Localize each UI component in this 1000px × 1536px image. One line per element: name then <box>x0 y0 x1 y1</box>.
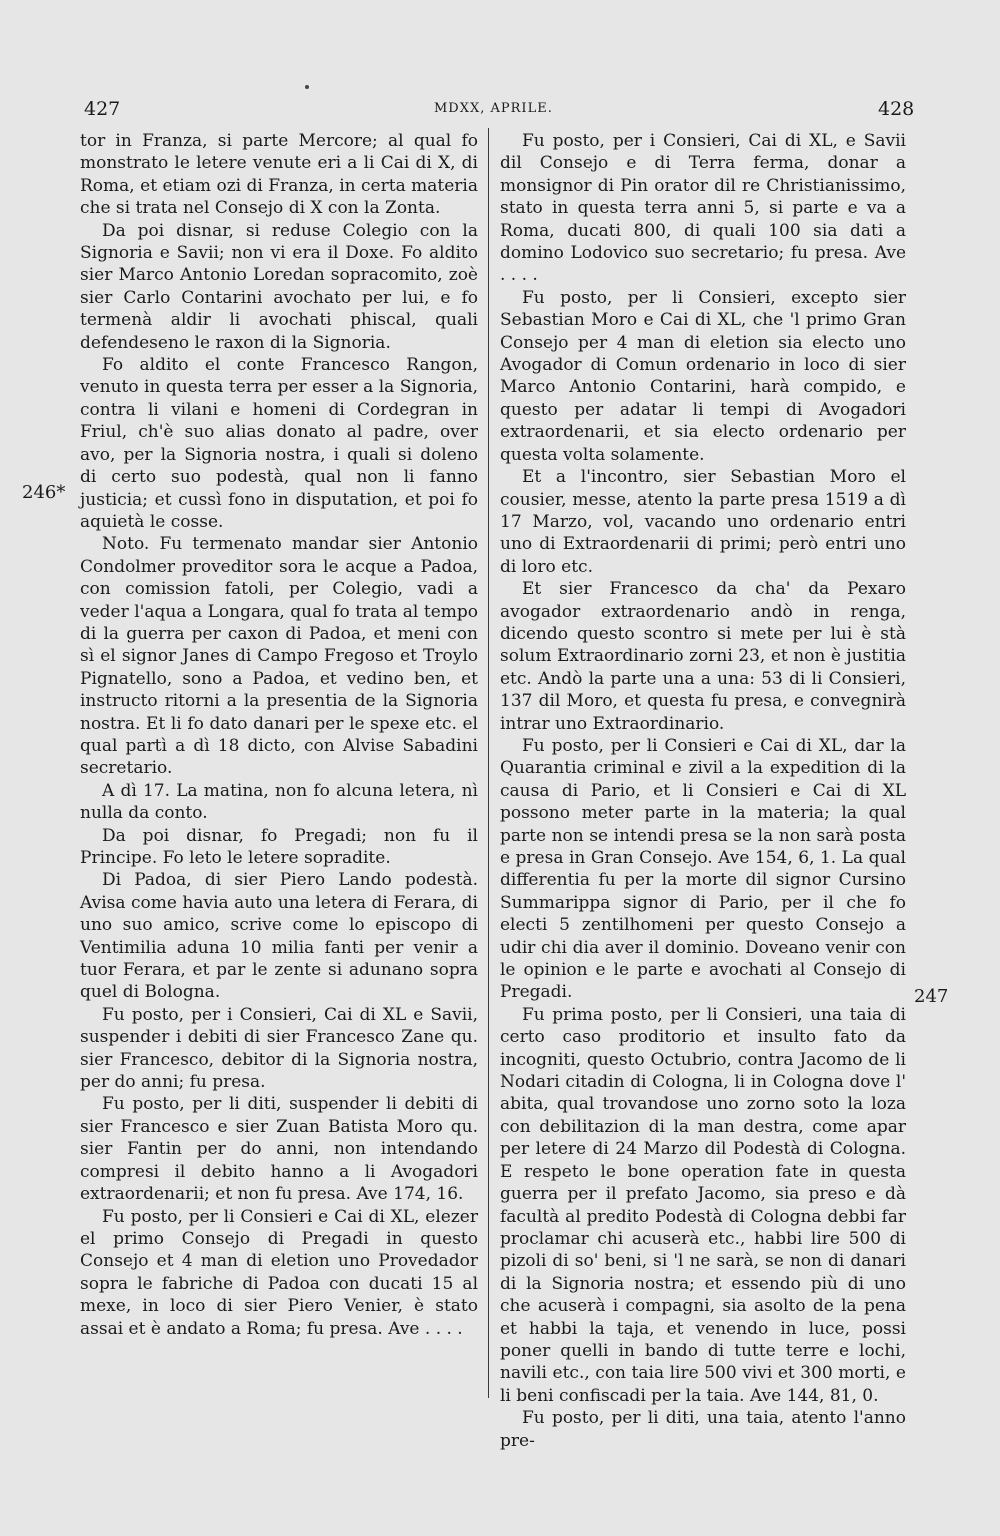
paragraph: Fo aldito el conte Francesco Rangon, venuto in questa terra per esser a la Signoria, contra li vilani e homeni di Cordegran in Friul, ch'è suo alias donato al padre, over avo, per la Signoria nostra, i quali si doleno di certo suo podestà, qual non li fanno justicia; et cussì fono in disputation, et poi fo aquietà le cosse. <box>80 355 478 532</box>
paragraph: Fu posto, per li Consieri, excepto sier Sebastian Moro e Cai di XL, che 'l primo Gran Consejo per 4 man di eletion sia electo uno Avogador di Comun ordenario in loco di sier Marco Antonio Contarini, harà compido, e questo per adatar li tempi di Avogadori extraordenarii, et sia electo ordenario per questa volta solamente. <box>500 287 906 465</box>
left-column <box>80 130 478 1340</box>
paragraph: Fu posto, per i Consieri, Cai di XL e Savii, suspender i debiti di sier Francesco Zane qu. sier Francesco, debitor di la Signoria nostra, per do anni; fu presa. <box>80 1004 478 1093</box>
running-title: MDXX, APRILE. <box>434 101 553 116</box>
paragraph: Fu posto, per li Consieri e Cai di XL, elezer el primo Consejo di Pregadi in questo Consejo et 4 man di eletion uno Provedador sopra le fabriche di Padoa con ducati 15 al mexe, in loco di sier Piero Venier, è stato assai et è andato a Roma; fu presa. Ave . . . . <box>80 1206 478 1339</box>
paragraph: Et sier Francesco da cha' da Pexaro avogador extraordenario andò in renga, dicendo questo scontro si mete per lui è stà solum Extraordinario zorni 23, et non è justitia etc. Andò la parte una a una: 53 di li Consieri, 137 dil Moro, et questa fu presa, e convegnirà intrar uno Extraordinario. <box>500 579 906 734</box>
paragraph: Fu posto, per li diti, suspender li debiti di sier Francesco e sier Zuan Batista Moro qu. sier Fantin per do anni, non intendando compresi il debito hanno a li Avogadori extraordenarii; et non fu presa. Ave 174, 16. <box>80 1094 478 1205</box>
paragraph: Di Padoa, di sier Piero Lando podestà. Avisa come havia auto una letera di Ferara, di uno suo amico, scrive come lo episcopo di Ventimilia aduna 10 milia fanti per venir a tuor Ferara, et par le zente si adunano sopra quel di Bologna. <box>80 870 478 1003</box>
paragraph: Et a l'incontro, sier Sebastian Moro el cousier, messe, atento la parte presa 1519 a dì 17 Marzo, vol, vacando uno ordenario entri uno di Extraordenarii di primi; però entri uno di loro etc. <box>500 467 906 577</box>
page-number-right: 428 <box>878 98 915 120</box>
margin-number-right: 247 <box>914 986 949 1007</box>
paragraph: tor in Franza, si parte Mercore; al qual fo monstrato le letere venute eri a li Cai di X, di Roma, et etiam ozi di Franza, in certa materia che si trata nel Consejo di X con la Zonta. <box>80 131 478 219</box>
ink-speck <box>305 85 309 89</box>
paragraph: Da poi disnar, si reduse Colegio con la Signoria e Savii; non vi era il Doxe. Fo aldito sier Marco Antonio Loredan sopracomito, zoè sier Carlo Contarini avochato per lui, e fo termenà aldir li avochati phiscal, quali defendeseno le raxon di la Signoria. <box>80 220 478 353</box>
column-divider <box>488 128 489 1398</box>
paragraph: Fu prima posto, per li Consieri, una taia di certo caso proditorio et insulto fato da incogniti, questo Octubrio, contra Jacomo de li Nodari citadin di Cologna, li in Cologna dove l' abita, qual trovandose uno zorno soto la loza con debilitazion di la man destra, come apar per letere di 24 Marzo dil Podestà di Cologna. E respeto le bone operation fate in questa guerra per il prefato Jacomo, sia preso e dà facultà al predito Podestà di Cologna debbi far proclamar chi acuserà etc., habbi lire 500 di pizoli di so' beni, si 'l ne sarà, se non di danari di la Signoria nostra; et essendo più di uno che acuserà i compagni, sia asolto de la pena et habbi la taja, et venendo in luce, possi poner quelli in bando di tutte terre e lochi, navili etc., con taia lire 500 vivi et 300 morti, e li beni confiscadi per la taia. Ave 144, 81, 0. <box>500 1004 906 1406</box>
running-header <box>0 98 1000 122</box>
paragraph: Da poi disnar, fo Pregadi; non fu il Principe. Fo leto le letere sopradite. <box>80 825 478 868</box>
paragraph: Fu posto, per i Consieri, Cai di XL, e Savii dil Consejo e di Terra ferma, donar a monsignor di Pin orator dil re Christianissimo, stato in questa terra anni 5, si parte e va a Roma, ducati 800, di quali 100 sia dati a domino Lodovico suo secretario; fu presa. Ave . . . . <box>500 131 906 286</box>
right-column <box>500 130 906 1452</box>
paragraph: Fu posto, per li Consieri e Cai di XL, dar la Quarantia criminal e zivil a la expedition di la causa di Pario, et li Consieri e Cai di XL possono meter parte in la materia; la qual parte non se intendi presa se la non sarà posta e presa in Gran Consejo. Ave 154, 6, 1. La qual differentia fu per la morte dil signor Cursino Summarippa signor di Pario, per il che fo electi 5 zentilhomeni per questo Consejo a udir chi dia aver il dominio. Doveano venir con le opinion e le parte e avochati al Consejo di Pregadi. <box>500 735 906 1003</box>
paragraph: Fu posto, per li diti, una taia, atento l'anno pre- <box>500 1408 906 1451</box>
margin-number-left: 246* <box>22 482 66 503</box>
paragraph: A dì 17. La matina, non fo alcuna letera, nì nulla da conto. <box>80 780 478 824</box>
paragraph: Noto. Fu termenato mandar sier Antonio Condolmer proveditor sora le acque a Padoa, con comission fatoli, per Colegio, vadi a veder l'aqua a Longara, qual fo trata al tempo di la guerra per caxon di Padoa, et meni con sì el signor Janes di Campo Fregoso et Troylo Pignatello, sono a Padoa, et vedino ben, et instructo ritorni a la presentia de la Signoria nostra. Et li fo dato danari per le spexe etc. el qual partì a dì 18 dicto, con Alvise Sabadini secretario. <box>80 534 478 779</box>
page-number-left: 427 <box>84 98 121 120</box>
